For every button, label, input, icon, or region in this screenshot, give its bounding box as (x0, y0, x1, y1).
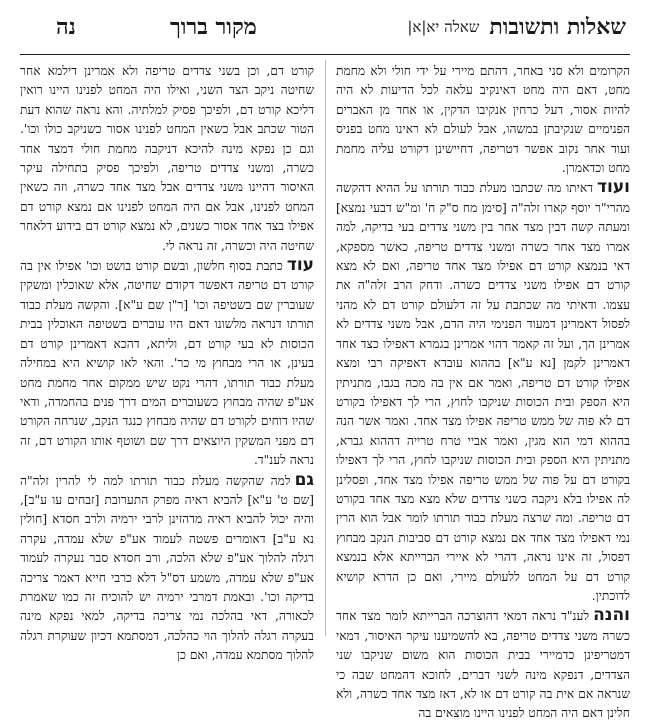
paragraph-lead-word: ועוד (597, 177, 630, 198)
left-text-column (20, 62, 314, 663)
paragraph-text: לענ"ד נראה דמאי דהוצרכה הברייתא לומר מצד אחד כשרה משני צדדים טריפה, בא להשמיענו עיקר האיסור, דמאי דמטריפינן כדמיירי בבית הכוסות הוא משום שניקבו שני הצדדים, דנפקא מינה לשני דברים, לחוכא דהמחט שבה כי שנראה אם אית בה קורט דם או לא, דאז מצד אחד כשרה, ולא חלינן דאם היה המחט לפנינו היינו מוצאים בה (336, 609, 630, 721)
paragraph: קורט דם, וכן בשני צדדים טריפה ולא אמרינן דילמא אחר שחיטה ניקב הצד השני, ואילו היה המחט לפנינו היינו רואין דליכא קורט דם, ולפיכך פסיק למלתיה. והא נראה שהוא דעת הטור שכתב אבל כשאין המחט לפנינו אסור כשניקב כולו וכו'. וגם כן נפקא מינה להיכא דניקבה מחמת חולי דמצד אחד כשרה, ומשני צדדים טריפה, ולפיכך פסיק בתחילה עיקר האיסור דהיינו משני צדדים אבל מצד אחד כשרה, וזה כשאין המחט לפנינו, אבל אם היה המחט לפנינו אם נמצא קורט דם אפילו בצד אחד אסור כשנים, לא נמצא קורט דם בידוע דלאחר שחיטה היה וכשרה, זה נראה לי. (20, 64, 314, 253)
paragraph (20, 471, 314, 666)
question-number: שאלה יא|א| (407, 18, 480, 36)
page-header (20, 6, 630, 55)
book-section-title: שאלות ותשובות (489, 14, 626, 40)
paragraph-lead-word: עוד (286, 255, 314, 276)
page-number: נה (56, 14, 76, 40)
paragraph (336, 606, 630, 723)
right-text-column (336, 62, 630, 721)
paragraph (336, 178, 630, 606)
paragraph-text: דאיתו מה שכתבו מעלת כבוד תורתו על ההיא דהקשה מהרי"ר יוסף קארו זלה"ה [סימן מח ס"ק ח' ומ"ש דבעי נמצא] ומעתה קשה דבין מצד אחר בין משני צדדים בעי בדיקה, למה אמרו מצד אחר כשרה ומשני צדדים טריפה, כאשר מספקא, דאי בנמצא קורט דם אפילו מצד אחד טריפה, ואם לא מצא קורט דם אפילו משני צדדים כשרה. ודחק הרב זלה"ה את עצמו. ודאיתי מה שכתבת על זה דלעולם קורט דם לא מהני לפסול דאמרינן דמעוד הפנימי היה הדם, אבל משני צדדים לא אמרינן הך, ועל זה קאמר דהוי אמרינן בגמרא דאפילו כצד אחד דאמרינן לקמן [נא ע"א] בההוא עובדא דאפיקה רבי ומצא אפילו קורט דם טריפה, ואמר אם אין בה מכה בגבו, מתניתין היא הספק ובית הכוסות שניקבו לחוץ, הרי לך דאפילו בקורט דם לא פוה של ממש טריפה אפילו מצד אחד. ואמר אשר הנה בההוא דמי הוא מגין, ואמר אביי טרח טרייה דההוא גברא, מתניתין היא הספק ובית הכוסות שניקבו לחוץ, הרי לך דאפילו בקורט דם על פוה של ממש טריפה אפילו מצד אחד, ופסלינן לה אפילו בלא ניקבה כשני צדדים שלא מצא מצד אחד בקורט דם טריפה. ומה שרצה מעלת כבוד תורתו לומר אבל הוא הרין נמי דאפילו מצד אחד אם נמצא קורט דם סביבות הנקב מבחוץ דפסול, זה אינו נראה, דהרי לא איירי הברייתא אלא בנמצא קורט דם על המחט ללעולם מיירי, ואם כן הדרא קושיא לדוכתין. (336, 181, 630, 603)
paragraph (20, 256, 314, 470)
book-name: מקור ברוך (170, 14, 257, 40)
running-title (407, 14, 626, 40)
paragraph-lead-word: גם (294, 469, 314, 490)
paragraph-lead-word: והנה (593, 605, 630, 626)
paragraph-text: כתבת בסוף חלשון, ובשם קורט בושט וכו' אפילו אין בה קורט דם טריפה דאפשר דקודם שחיטה, אלא שאוכלין ומשקין שעוברין שם בשטיפה וכו' [ר"ן שם ע"א]. והקשה מעלת כבוד תורתו דנראה מלשונו דאם היו עוברים בשטיפה האוכלין בבית הכוסות לא בעי קורט דם, וליתא, דהכא דאמרינן קורט דם בעינן, או הרי מבחוץ מי כר'. והאי לאו קושיא היא במחילה מעלת כבוד תורתו, דהרי נקט שיש ממקום אחר מחמת מחט אע"פ שהיה מבחוץ כשעוברים המים דרך פנים בהחמדה, ודאי שהיו דוחים לקורט דם שהיה מבחוץ כנגד הנקב, שנרחה הקורט דם מפני המשקין היוצאים דרך שם ושוטף אותו הקורט דם, זה נראה לענ"ד. (20, 259, 314, 468)
column-divider (325, 60, 326, 636)
document-page (20, 6, 630, 721)
paragraph: הקרומים ולא סני באחר, דהתם מיירי על ידי חולי ולא מחמת מחט, דאם היה מחט דאינקיב עלאה לכל הדיעות לא היה להיות אסור, דעל כרחין אנקיבו הדקין, או אחד מן האברים הפנימיים שנקיבתן במשהו, אבל לעולם לא ראינו מחט בפניס ועוד אחר נקוב אפשר דטריפה, דחיישינן דקורט עליה מחמת מחט וכדאמרן. (336, 64, 630, 176)
paragraph-text: למה שהקשה מעלת כבוד תורתו למה לי להרין זלה"ה [שם ט' ע"א] להביא ראיה מפרק התערובת [זבחים עו ע"ב], והיה יכול להביא ראיה מדהזינן לרבי ירמיה ולרב חסדא [חולין נא ע"ב] דאומרים פשטה לעמוד אע"פ שלא עמדה, עקרה רגלה להלוך אע"פ שלא הלכה, ורב חסדא סבר נעקרה לעמוד אע"פ שלא עמדה, משמע דס"ל דלא כרבי חייא דאמר צריכה בדיקה וכו'. ובאמת דמרבי ירמיה יש להוכיח זה כמו שאמרת לכאורה, דאי בהלכה נמי צריכה בדיקה, למאי נפקא מינה בעקרה רגלה להלוך הוי כהלכה, דמסתמא דכיון שעוקרת רגלה להלוך מסתמא עמדה, ואם כן (20, 473, 314, 663)
